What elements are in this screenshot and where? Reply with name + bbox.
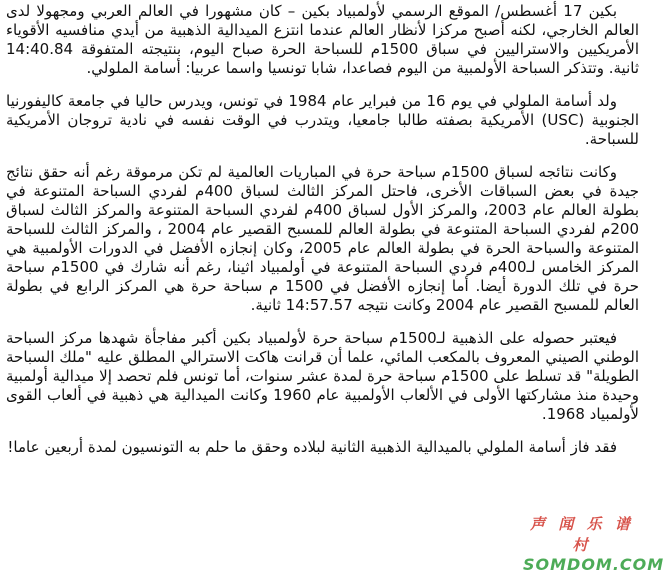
article-paragraph-intro: بكين 17 أغسطس/ الموقع الرسمي لأولمبياد بكين – كان مشهورا في العالم العربي ومجهولا لدى العالم الخارجي، لكنه أصبح مركزا لأنظار العالم عندما انتزع الميدالية الذهبية من أيدي منافسيه الأقوياء الأمريكيين والاستراليين في سباق 1500م للسباحة الحرة صباح اليوم، بنتيجته المتفوقة 14:40.84 ثانية. وتتذكر السباحة الأولمبية من اليوم فصاعدا، شابا تونسيا واسما عربيا: أسامة الملولي.	[6, 2, 639, 77]
article-paragraph-results: وكانت نتائجه لسباق 1500م سباحة حرة في المباريات العالمية لم تكن مرموقة رغم أنه حقق نتائج جيدة في بعض السباقات الأخرى، فاحتل المركز الثالث لسباق 400م لفردي السباحة المتنوعة في بطولة العالم عام 2003، والمركز الأول لسباق 400م لفردي السباحة المتنوعة والمركز الثالث لسباق 200م لفردي السباحة المتنوعة في بطولة العالم للمسبح القصير عام 2004 ، والمركز الثالث للسباحة المتنوعة والسباحة الحرة في بطولة العالم عام 2005، وكان إنجازه الأفضل في الدورات الأولمبية هي المركز الخامس لـ400م فردي السباحة المتنوعة في أولمبياد اثينا، رغم أنه شارك في 1500م سباحة حرة في تلك الدورة أيضا. أما إنجازه الأفضل في 1500 م سباحة حرة هي المركز الرابع في بطولة العالم للمسبح القصير عام 2004 وكانت نتيجه 14:57.57 ثانية.	[6, 163, 640, 314]
site-watermark	[523, 513, 664, 574]
article-paragraph-conclusion: فقد فاز أسامة الملولي بالميدالية الذهبية الثانية لبلاده وحقق ما حلم به التونسيون لمدة أربعين عاما!	[7, 438, 617, 456]
watermark-chinese-text: 声 闻 乐 谱 村	[530, 515, 634, 554]
article-body	[6, 2, 639, 471]
article-paragraph-surprise: فيعتبر حصوله على الذهبية لـ1500م سباحة حرة لأولمبياد بكين أكبر مفاجأة شهدها مركز السباحة الوطني الصيني المعروف بالمكعب المائي، علما أن قرانت هاكت الاسترالي المطلق عليه "ملك السباحة الطويلة" قد تسلط على 1500م سباحة حرة لمدة عشر سنوات، أما تونس فلم تحصد إلا ميدالية أولمبية وحيدة منذ مشاركتها الأولى في الألعاب الأولمبية عام 1960 وكانت الميدالية هي ذهبية في ألعاب القوى لأولمبياد 1968.	[6, 329, 639, 423]
watermark-domain-text: SOMDOM.COM	[523, 555, 664, 574]
article-paragraph-biography: ولد أسامة الملولي في يوم 16 من فبراير عام 1984 في تونس، ويدرس حاليا في جامعة كاليفورنيا الجنوبية (USC) الأمريكية بصفته طالبا جامعيا، ويتدرب في الوقت نفسه في نادية تروجان الأمريكية للسباحة.	[6, 92, 639, 148]
